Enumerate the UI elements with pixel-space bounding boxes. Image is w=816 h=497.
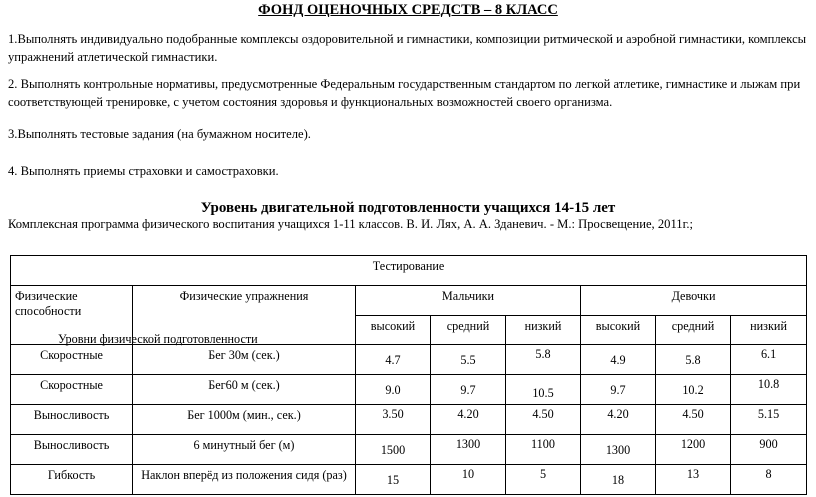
table-row — [11, 345, 807, 375]
level-header: средний — [431, 316, 506, 345]
cell-value: 9.0 — [356, 375, 431, 405]
table-row — [11, 435, 807, 465]
cell-exercise: Бег 1000м (мин., сек.) — [133, 405, 356, 435]
cell-value: 1100 — [506, 435, 581, 465]
cell-ability: Гибкость — [11, 465, 133, 495]
item-2: 2. Выполнять контрольные нормативы, предусмотренные Федеральным государственным стандартом по легкой атлетике, гимнастике и лыжам при соответствующей тренировке, с учетом состояния здоровья и функциональных возможностей своего организма. — [8, 77, 801, 109]
cell-value: 10.5 — [506, 375, 581, 405]
cell-exercise: 6 минутный бег (м) — [133, 435, 356, 465]
norms-table — [10, 255, 807, 495]
cell-value: 3.50 — [356, 405, 431, 435]
header-boys: Мальчики — [356, 286, 581, 316]
cell-value: 18 — [581, 465, 656, 495]
header-ability-label: Физические способности — [15, 289, 82, 318]
level-header: низкий — [731, 316, 807, 345]
table-caption: Тестирование — [11, 256, 807, 286]
cell-value: 13 — [656, 465, 731, 495]
cell-ability: Выносливость — [11, 435, 133, 465]
cell-value: 4.20 — [581, 405, 656, 435]
header-girls: Девочки — [581, 286, 807, 316]
cell-value: 10.8 — [731, 375, 807, 405]
cell-value: 9.7 — [431, 375, 506, 405]
item-4: 4. Выполнять приемы страховки и самостраховки. — [8, 164, 279, 178]
level-header: высокий — [356, 316, 431, 345]
level-header: средний — [656, 316, 731, 345]
cell-value: 4.50 — [656, 405, 731, 435]
cell-exercise: Бег 30м (сек.) — [133, 345, 356, 375]
header-exercise-label: Физические упражнения — [179, 289, 309, 303]
cell-value: 5 — [506, 465, 581, 495]
table-row — [11, 375, 807, 405]
cell-value: 1200 — [656, 435, 731, 465]
page-title: ФОНД ОЦЕНОЧНЫХ СРЕДСТВ – 8 КЛАСС — [258, 2, 558, 18]
cell-value: 900 — [731, 435, 807, 465]
cell-value: 4.7 — [356, 345, 431, 375]
cell-exercise: Наклон вперёд из положения сидя (раз) — [133, 465, 356, 495]
cell-value: 1500 — [356, 435, 431, 465]
section-title: Уровень двигательной подготовленности учащихся 14-15 лет — [200, 200, 616, 216]
table-row — [11, 465, 807, 495]
cell-value: 4.20 — [431, 405, 506, 435]
cell-value: 1300 — [431, 435, 506, 465]
section-subtitle: Комплексная программа физического воспитания учащихся 1-11 классов. В. И. Лях, А. А. Зданевич. - М.: Просвещение, 2011г.; — [8, 217, 693, 231]
cell-value: 5.8 — [506, 345, 581, 375]
cell-exercise: Бег60 м (сек.) — [133, 375, 356, 405]
cell-value: 1300 — [581, 435, 656, 465]
cell-value: 10 — [431, 465, 506, 495]
cell-value: 9.7 — [581, 375, 656, 405]
cell-ability: Скоростные — [11, 375, 133, 405]
cell-ability: Скоростные — [11, 345, 133, 375]
cell-value: 8 — [731, 465, 807, 495]
cell-ability: Выносливость — [11, 405, 133, 435]
cell-value: 5.15 — [731, 405, 807, 435]
item-1: 1.Выполнять индивидуально подобранные комплексы оздоровительной и гимнастики, композиции ритмической и аэробной гимнастики, комплексы упражнений атлетической гимнастики. — [8, 32, 807, 64]
item-3: 3.Выполнять тестовые задания (на бумажном носителе). — [8, 127, 311, 141]
levels-label: Уровни физической подготовленности — [58, 332, 258, 346]
level-header: высокий — [581, 316, 656, 345]
level-header: низкий — [506, 316, 581, 345]
cell-value: 15 — [356, 465, 431, 495]
cell-value: 10.2 — [656, 375, 731, 405]
cell-value: 5.8 — [656, 345, 731, 375]
cell-value: 6.1 — [731, 345, 807, 375]
cell-value: 4.9 — [581, 345, 656, 375]
cell-value: 5.5 — [431, 345, 506, 375]
table-row — [11, 405, 807, 435]
cell-value: 4.50 — [506, 405, 581, 435]
